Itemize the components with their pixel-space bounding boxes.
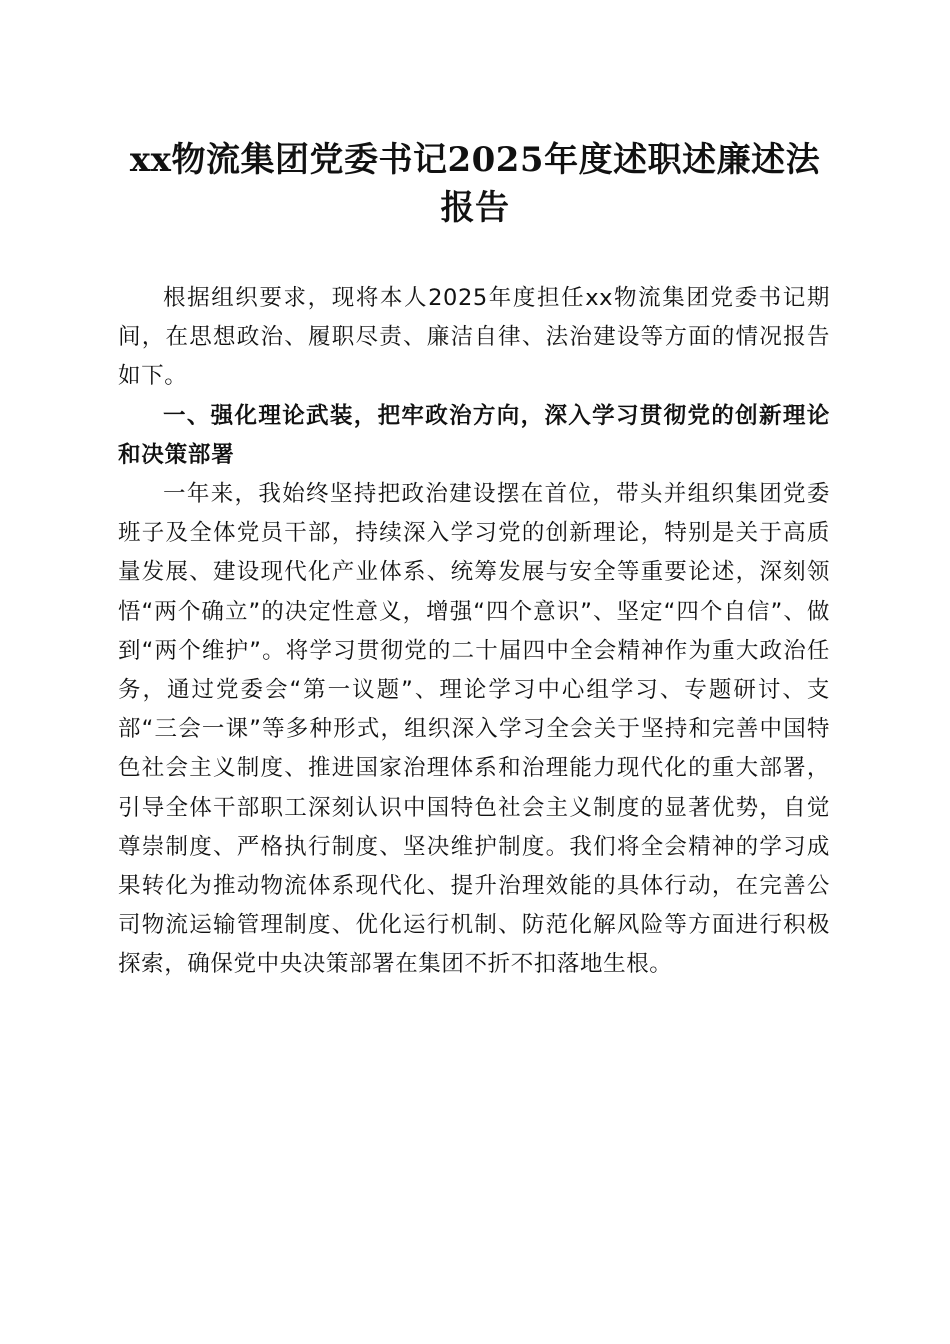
section-1-heading: 一、强化理论武装，把牢政治方向，深入学习贯彻党的创新理论和决策部署 — [118, 402, 830, 468]
intro-paragraph: 根据组织要求，现将本人2025年度担任xx物流集团党委书记期间，在思想政治、履职尽责、廉洁自律、法治建设等方面的情况报告如下。 — [118, 285, 830, 390]
section-1-paragraph: 一年来，我始终坚持把政治建设摆在首位，带头并组织集团党委班子及全体党员干部，持续深入学习党的创新理论，特别是关于高质量发展、建设现代化产业体系、统筹发展与安全等重要论述，深刻领悟“两个确立”的决定性意义，增强“四个意识”、坚定“四个自信”、做到“两个维护”。将学习贯彻党的二十届四中全会精神作为重大政治任务，通过党委会“第一议题”、理论学习中心组学习、专题研讨、支部“三会一课”等多种形式，组织深入学习全会关于坚持和完善中国特色社会主义制度、推进国家治理体系和治理能力现代化的重大部署，引导全体干部职工深刻认识中国特色社会主义制度的显著优势，自觉尊崇制度、严格执行制度、坚决维护制度。我们将全会精神的学习成果转化为推动物流体系现代化、提升治理效能的具体行动，在完善公司物流运输管理制度、优化运行机制、防范化解风险等方面进行积极探索，确保党中央决策部署在集团不折不扣落地生根。 — [118, 481, 830, 978]
document-title-line-1: xx物流集团党委书记2025年度述职述廉述法 — [129, 140, 821, 180]
document-title-line-2: 报告 — [440, 188, 510, 228]
document-title — [100, 136, 850, 232]
document-body — [118, 279, 830, 985]
